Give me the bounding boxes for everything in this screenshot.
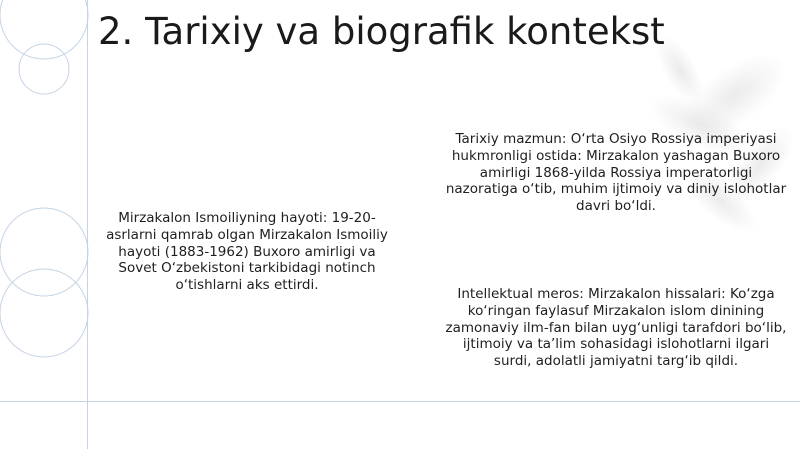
historical-context-text: Tarixiy mazmun: O‘rta Osiyo Rossiya imperiyasi hukmronligi ostida: Mirzakalon yashagan Buxoro amirligi 1868-yilda Rossiya imperatorligi nazoratiga o‘tib, muhim ijtimoiy va diniy islohotlar davri bo‘ldi. [445,131,787,215]
decorative-circles [0,0,88,357]
intellectual-legacy-text: Intellektual meros: Mirzakalon hissalari: Ko‘zga ko‘ringan faylasuf Mirzakalon islom dinining zamonaviy ilm-fan bilan uyg‘unligi tarafdori bo‘lib, ijtimoiy va ta’lim sohasidagi islohotlarni ilgari surdi, adolatli jamiyatni targ‘ib qildi. [445,286,787,370]
slide-title: 2. Tarixiy va biografik kontekst [98,10,665,53]
biography-text: Mirzakalon Ismoiliyning hayoti: 19-20-asrlarni qamrab olgan Mirzakalon Ismoiliy hayoti (1883-1962) Buxoro amirligi va Sovet O‘zbekistoni tarkibidagi notinch o‘tishlarni aks ettirdi. [106,210,388,294]
